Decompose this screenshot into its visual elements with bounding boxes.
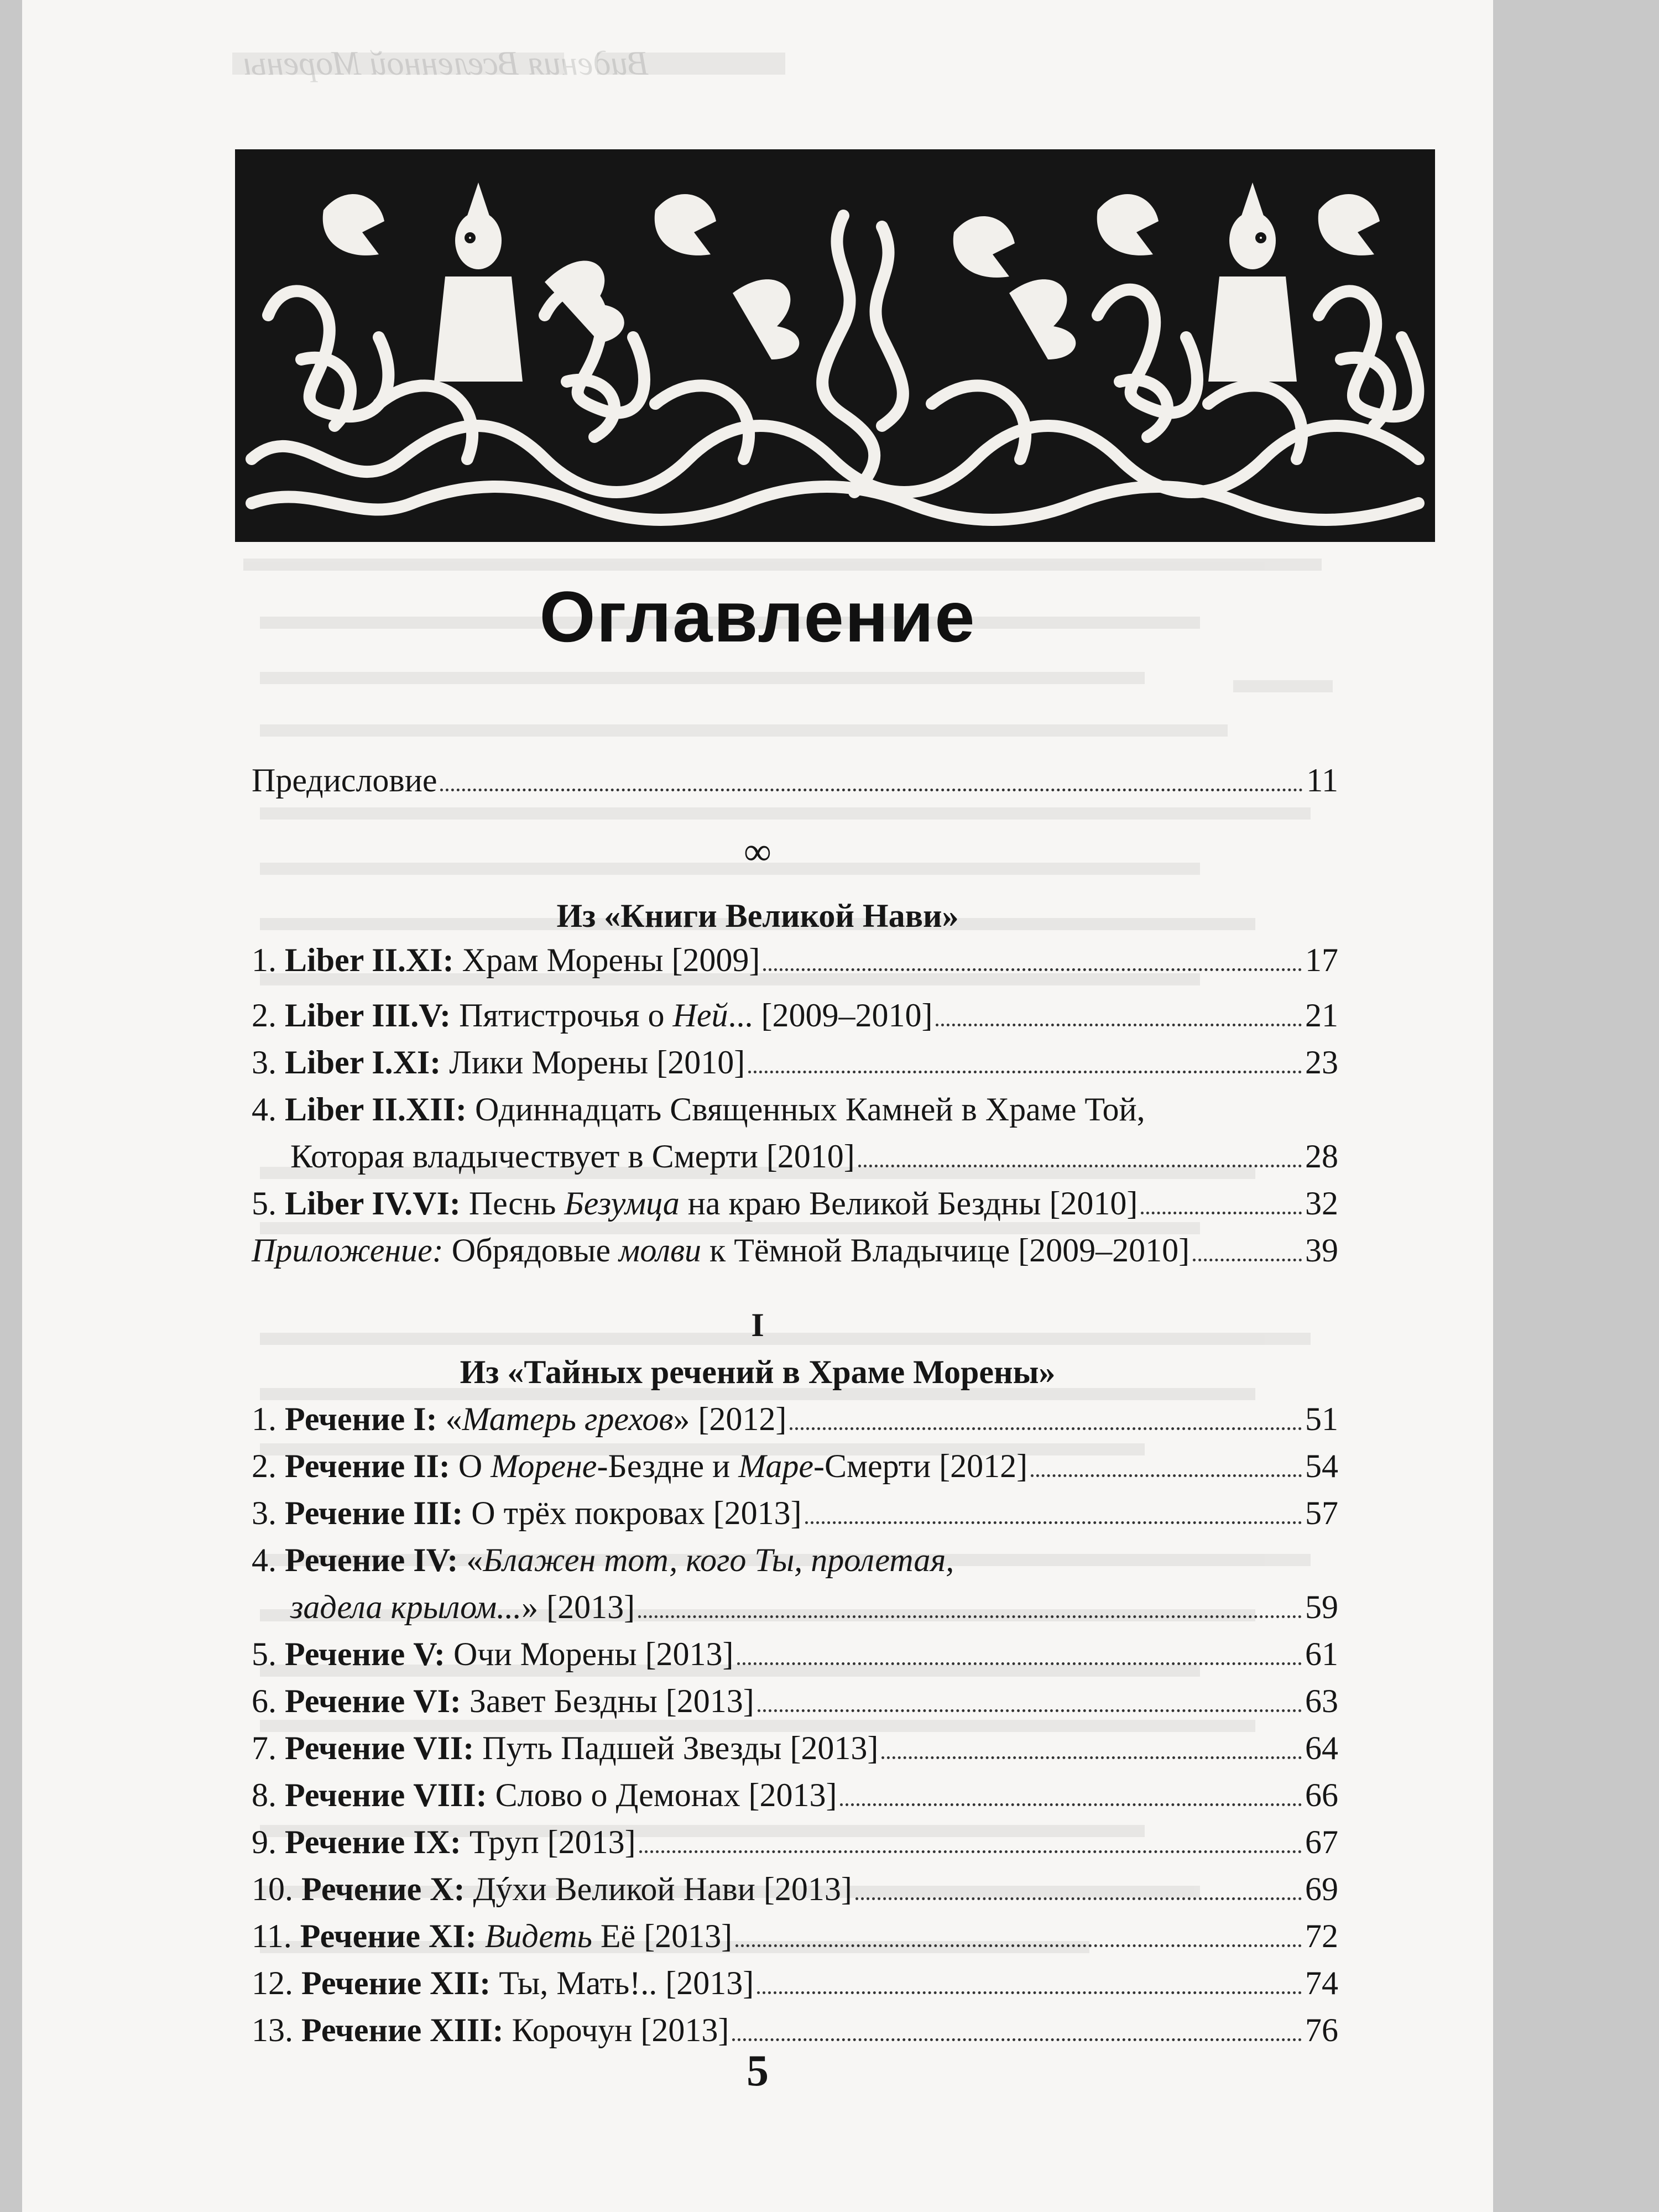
entry-key: Речение VII:	[285, 1730, 474, 1766]
entry-key: Liber III.V:	[285, 997, 451, 1034]
entry-title: Очи Морены [2013]	[445, 1636, 734, 1672]
dot-leader	[936, 1024, 1302, 1026]
toc-entry-preface[interactable]	[252, 760, 1338, 800]
toc-entry[interactable]	[252, 1634, 1338, 1674]
section-mark-roman: I	[751, 1307, 764, 1343]
entry-title: Завет Бездны [2013]	[461, 1683, 754, 1719]
entry-title: Путь Падшей Звезды [2013]	[474, 1730, 879, 1766]
entry-key: Речение X:	[301, 1871, 465, 1907]
dot-leader	[881, 1756, 1302, 1759]
toc-entry[interactable]	[252, 995, 1338, 1035]
toc-page-number: 54	[1305, 1448, 1338, 1484]
entry-key: Речение V:	[285, 1636, 446, 1672]
entry-number: 2.	[252, 997, 276, 1034]
dot-leader	[735, 1944, 1302, 1947]
toc-page-number: 21	[1305, 997, 1338, 1034]
entry-number: 13.	[252, 2012, 293, 2048]
toc-entry[interactable]	[252, 1775, 1338, 1815]
toc-page-number: 32	[1305, 1185, 1338, 1222]
entry-key: Речение VIII:	[285, 1777, 487, 1813]
entry-key: Речение VI:	[285, 1683, 461, 1719]
entry-title-middle: -Бездне и	[597, 1448, 739, 1484]
entry-title-italic: Безумца	[564, 1185, 680, 1222]
dot-leader	[1031, 1474, 1302, 1477]
entry-title-italic-2: Маре	[738, 1448, 813, 1484]
entry-title: Лики Морены [2010]	[441, 1044, 745, 1081]
entry-number: 8.	[252, 1777, 276, 1813]
entry-key: Речение I:	[285, 1401, 437, 1437]
entry-number: 4.	[252, 1091, 276, 1128]
entry-title: «	[437, 1401, 462, 1437]
dot-leader	[639, 1850, 1302, 1853]
toc-page-number: 67	[1305, 1824, 1338, 1860]
entry-title-end: ... [2009–2010]	[728, 997, 933, 1034]
toc-entry[interactable]	[252, 1540, 954, 1580]
toc-entry-continuation[interactable]	[290, 1136, 1338, 1176]
entry-title: О	[450, 1448, 491, 1484]
entry-number: 3.	[252, 1495, 276, 1531]
running-head: Видения Вселенной Морены	[243, 45, 649, 82]
toc-page-number: 63	[1305, 1683, 1338, 1719]
toc-entry[interactable]	[252, 1681, 1338, 1721]
entry-title-italic: Видеть	[484, 1918, 592, 1954]
entry-title: Пятистрочья о	[451, 997, 673, 1034]
entry-title: Слово о Демонах [2013]	[487, 1777, 837, 1813]
entry-title: Песнь	[460, 1185, 565, 1222]
toc-page-number: 74	[1305, 1965, 1338, 2001]
dot-leader	[758, 1709, 1302, 1712]
section-heading: Из «Тайных речений в Храме Морены»	[460, 1354, 1056, 1390]
dot-leader	[858, 1165, 1302, 1167]
entry-key: Речение IV:	[285, 1542, 458, 1578]
entry-title-end: -Смерти [2012]	[813, 1448, 1028, 1484]
toc-entry-continuation[interactable]	[290, 1587, 1338, 1627]
entry-key: Речение XIII:	[301, 2012, 504, 2048]
entry-key: Liber II.XI:	[285, 942, 454, 978]
toc-page-number: 64	[1305, 1730, 1338, 1766]
page-number: 5	[747, 2047, 769, 2095]
book-page	[22, 0, 1493, 2212]
entry-title	[477, 1918, 485, 1954]
entry-title-italic: молви	[619, 1232, 702, 1269]
dot-leader	[1141, 1212, 1302, 1214]
entry-title: Храм Морены [2009]	[453, 942, 760, 978]
dot-leader	[790, 1427, 1302, 1430]
entry-number: 10.	[252, 1871, 293, 1907]
entry-number: 5.	[252, 1185, 276, 1222]
toc-page-number: 59	[1305, 1589, 1338, 1625]
entry-title-italic: Морене	[491, 1448, 597, 1484]
dot-leader	[732, 2038, 1302, 2041]
toc-entry[interactable]	[252, 1183, 1338, 1223]
entry-title-italic: Матерь грехов	[462, 1401, 674, 1437]
entry-key: Liber IV.VI:	[285, 1185, 461, 1222]
toc-entry[interactable]	[252, 940, 1338, 980]
entry-title-end: » [2013]	[521, 1589, 635, 1625]
toc-page-number: 23	[1305, 1044, 1338, 1081]
entry-number: 5.	[252, 1636, 276, 1672]
entry-key: Liber II.XII:	[285, 1091, 467, 1128]
toc-page-number: 69	[1305, 1871, 1338, 1907]
entry-title-middle: Её [2013]	[592, 1918, 733, 1954]
dot-leader	[440, 789, 1303, 791]
dot-leader	[840, 1803, 1302, 1806]
entry-key: Речение XI:	[300, 1918, 477, 1954]
entry-key: Речение III:	[285, 1495, 463, 1531]
entry-title-italic: Ней	[672, 997, 728, 1034]
entry-number: 11.	[252, 1918, 292, 1954]
toc-entry[interactable]	[252, 1089, 1145, 1129]
toc-page-number: 28	[1305, 1138, 1338, 1175]
entry-title: «	[458, 1542, 483, 1578]
entry-title: Дýхи Великой Нави [2013]	[465, 1871, 852, 1907]
entry-title: Одиннадцать Священных Камней в Храме Той,	[466, 1091, 1145, 1128]
toc-entry[interactable]	[252, 1869, 1338, 1909]
entry-number: 1.	[252, 1401, 276, 1437]
entry-key-italic: Приложение:	[252, 1232, 444, 1269]
toc-entry-appendix[interactable]	[252, 1230, 1338, 1270]
entry-key: Речение II:	[285, 1448, 450, 1484]
dot-leader	[737, 1662, 1302, 1665]
entry-number: 4.	[252, 1542, 276, 1578]
dot-leader	[757, 1991, 1302, 1994]
toc-page-number: 72	[1305, 1918, 1338, 1954]
toc-page-number: 11	[1306, 762, 1338, 799]
toc-page-number: 76	[1305, 2012, 1338, 2048]
dot-leader	[638, 1615, 1302, 1618]
dot-leader	[748, 1071, 1302, 1073]
entry-number: 3.	[252, 1044, 276, 1081]
toc-page-number: 66	[1305, 1777, 1338, 1813]
entry-title-middle: » [2012]	[673, 1401, 787, 1437]
entry-title-end: на краю Великой Бездны [2010]	[679, 1185, 1138, 1222]
toc-page-number: 61	[1305, 1636, 1338, 1672]
entry-title-end: к Тёмной Владычице [2009–2010]	[701, 1232, 1190, 1269]
section-heading: Из «Книги Великой Нави»	[556, 898, 959, 934]
table-of-contents	[22, 0, 1493, 2212]
entry-key: Liber I.XI:	[285, 1044, 441, 1081]
toc-entry[interactable]	[252, 1446, 1338, 1486]
entry-title: Труп [2013]	[461, 1824, 636, 1860]
toc-entry-label: Предисловие	[252, 762, 437, 799]
entry-title: Корочун [2013]	[503, 2012, 729, 2048]
entry-number: 9.	[252, 1824, 276, 1860]
toc-entry[interactable]	[252, 2010, 1338, 2050]
entry-number: 12.	[252, 1965, 293, 2001]
toc-page-number: 57	[1305, 1495, 1338, 1531]
entry-title: Обрядовые	[443, 1232, 619, 1269]
dot-leader	[1193, 1259, 1302, 1261]
entry-title-italic-continued: задела крылом...	[290, 1589, 522, 1625]
toc-entry[interactable]	[252, 1728, 1338, 1768]
entry-key: Речение IX:	[285, 1824, 461, 1860]
entry-title: О трёх покровах [2013]	[463, 1495, 802, 1531]
entry-number: 1.	[252, 942, 276, 978]
toc-entry[interactable]	[252, 1399, 1338, 1439]
toc-entry[interactable]	[252, 1042, 1338, 1082]
toc-page-number: 51	[1305, 1401, 1338, 1437]
section-mark-infinity: ∞	[744, 831, 771, 873]
dot-leader	[855, 1897, 1302, 1900]
dot-leader	[763, 968, 1302, 971]
toc-page-number: 39	[1305, 1232, 1338, 1269]
toc-page-number: 17	[1305, 942, 1338, 978]
entry-key: Речение XII:	[301, 1965, 491, 2001]
entry-title-continued: Которая владычествует в Смерти [2010]	[290, 1138, 855, 1175]
dot-leader	[805, 1521, 1302, 1524]
entry-number: 7.	[252, 1730, 276, 1766]
entry-number: 2.	[252, 1448, 276, 1484]
entry-number: 6.	[252, 1683, 276, 1719]
page-title: Оглавление	[539, 576, 976, 657]
toc-entry[interactable]	[252, 1963, 1338, 2003]
entry-title-italic: Блажен тот, кого Ты, пролетая,	[483, 1542, 954, 1578]
toc-entry[interactable]	[252, 1493, 1338, 1533]
toc-entry[interactable]	[252, 1822, 1338, 1862]
toc-entry[interactable]	[252, 1916, 1338, 1956]
entry-title: Ты, Мать!.. [2013]	[491, 1965, 754, 2001]
